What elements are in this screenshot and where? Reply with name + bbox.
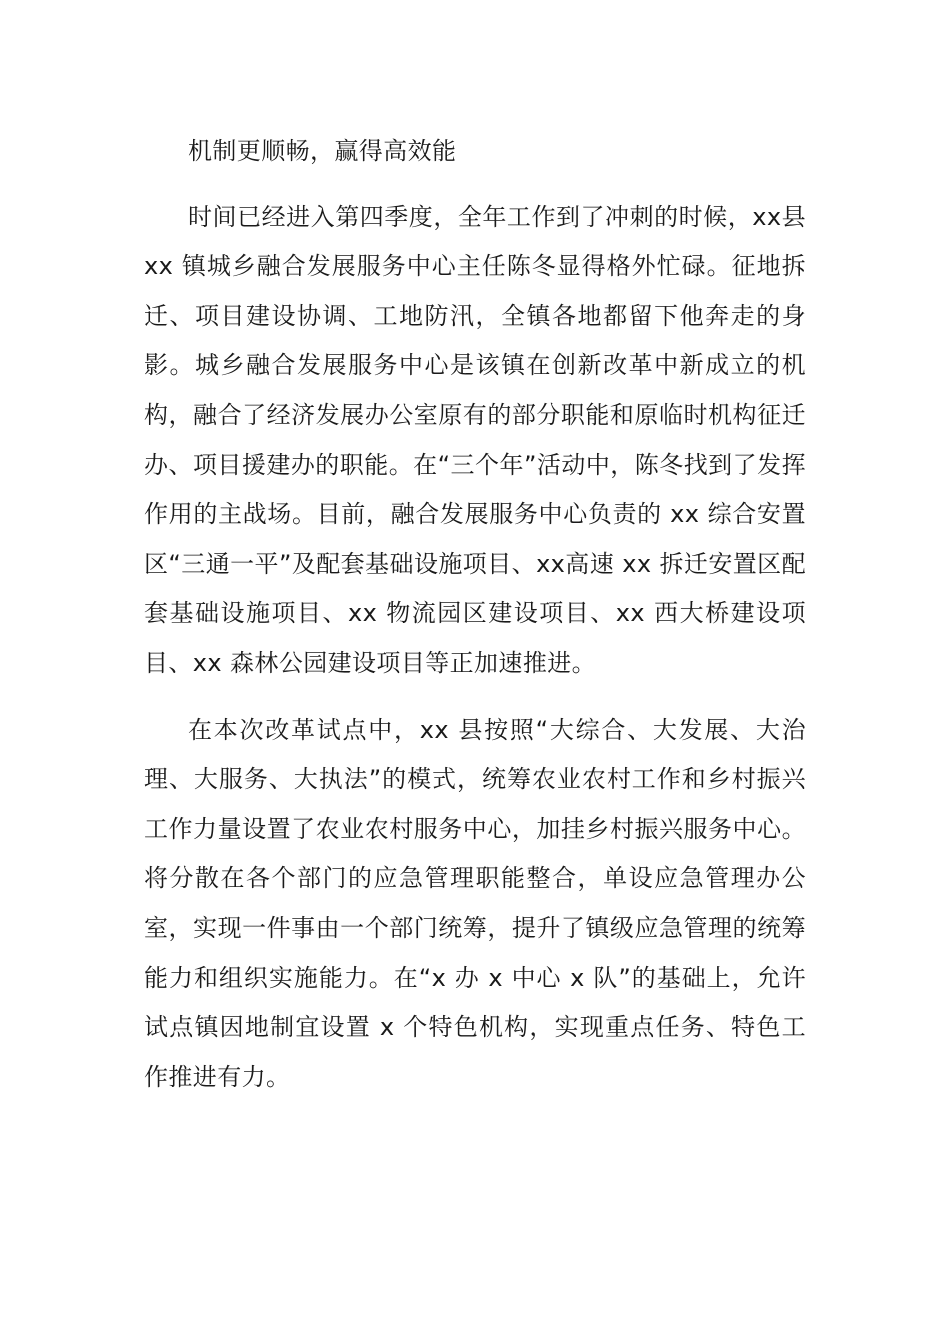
- section-heading: 机制更顺畅，赢得高效能: [188, 137, 457, 165]
- body-paragraph-1: 时间已经进入第四季度，全年工作到了冲刺的时候，xx县 xx 镇城乡融合发展服务中心主任陈冬显得格外忙碌。征地拆迁、项目建设协调、工地防汛，全镇各地都留下他奔走的身影。城乡融合发展服务中心是该镇在创新改革中新成立的机构，融合了经济发展办公室原有的部分职能和原临时机构征迁办、项目援建办的职能。在“三个年”活动中，陈冬找到了发挥作用的主战场。目前，融合发展服务中心负责的 xx 综合安置区“三通一平”及配套基础设施项目、xx高速 xx 拆迁安置区配套基础设施项目、xx 物流园区建设项目、xx 西大桥建设项目、xx 森林公园建设项目等正加速推进。: [144, 202, 806, 677]
- body-paragraph-2: 在本次改革试点中，xx 县按照“大综合、大发展、大治理、大服务、大执法”的模式，统筹农业农村工作和乡村振兴工作力量设置了农业农村服务中心，加挂乡村振兴服务中心。将分散在各个部门的应急管理职能整合，单设应急管理办公室，实现一件事由一个部门统筹，提升了镇级应急管理的统筹能力和组织实施能力。在“x 办 x 中心 x 队”的基础上，允许试点镇因地制宜设置 x 个特色机构，实现重点任务、特色工作推进有力。: [144, 715, 806, 1091]
- document-body: [144, 127, 806, 1102]
